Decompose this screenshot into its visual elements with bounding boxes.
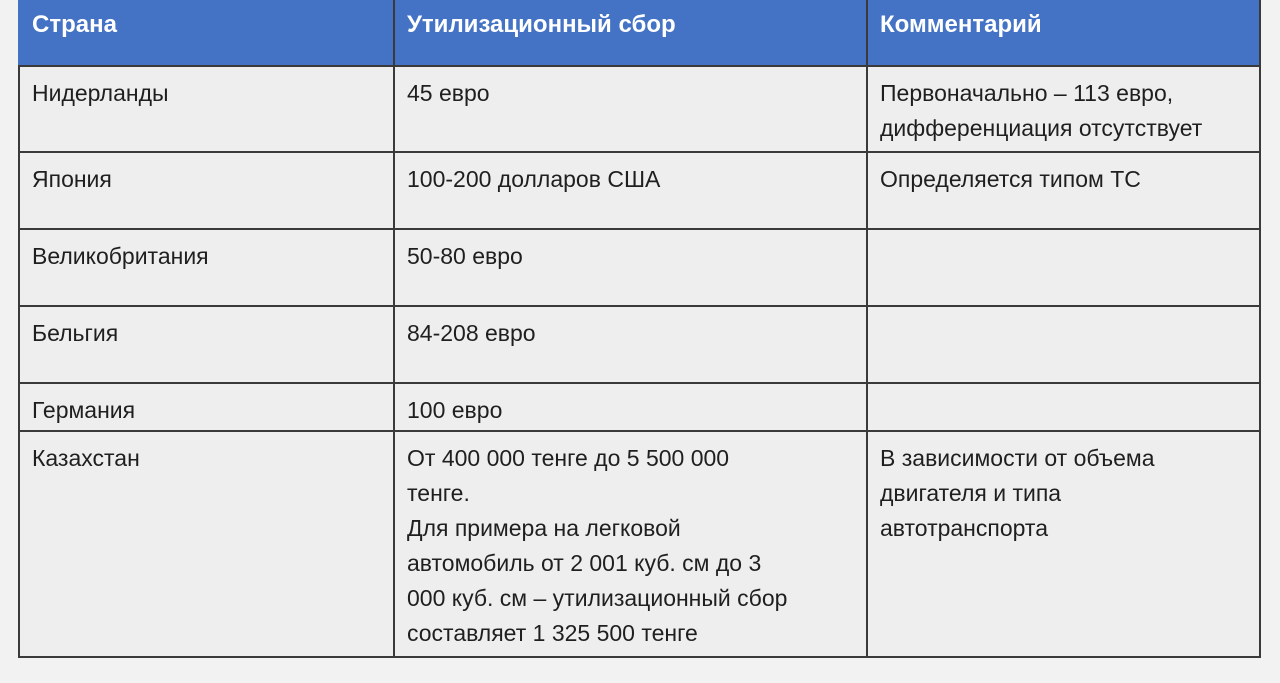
table-row bbox=[19, 152, 1260, 229]
cell-comment bbox=[867, 152, 1260, 229]
cell-fee: 84-208 евро bbox=[394, 306, 867, 383]
cell-comment bbox=[867, 431, 1260, 657]
fee-line: От 400 000 тенге до 5 500 000 bbox=[407, 445, 730, 471]
cell-fee: 100 евро bbox=[394, 383, 867, 431]
fee-line: 000 куб. см – утилизационный сбор bbox=[407, 585, 788, 611]
table-row bbox=[19, 431, 1260, 657]
fee-line: составляет 1 325 500 тенге bbox=[407, 620, 698, 646]
table-header bbox=[19, 0, 1260, 66]
table-row bbox=[19, 66, 1260, 152]
comment-line: Определяется типом ТС bbox=[880, 166, 1141, 192]
comment-line: В зависимости от объема bbox=[880, 445, 1155, 471]
table-body bbox=[19, 66, 1260, 657]
cell-fee: 50-80 евро bbox=[394, 229, 867, 306]
cell-country: Бельгия bbox=[19, 306, 394, 383]
header-country: Страна bbox=[19, 0, 394, 66]
comment-line: автотранспорта bbox=[880, 515, 1048, 541]
cell-country: Казахстан bbox=[19, 431, 394, 657]
table-row bbox=[19, 383, 1260, 431]
cell-country: Великобритания bbox=[19, 229, 394, 306]
comment-line: Первоначально – 113 евро, bbox=[880, 80, 1174, 106]
cell-comment-empty bbox=[867, 383, 1260, 431]
cell-fee: 100-200 долларов США bbox=[394, 152, 867, 229]
table-row bbox=[19, 229, 1260, 306]
fee-line: автомобиль от 2 001 куб. см до 3 bbox=[407, 550, 762, 576]
header-row bbox=[19, 0, 1260, 66]
cell-fee bbox=[394, 431, 867, 657]
cell-comment bbox=[867, 66, 1260, 152]
cell-country: Нидерланды bbox=[19, 66, 394, 152]
cell-comment-empty bbox=[867, 229, 1260, 306]
comment-line: двигателя и типа bbox=[880, 480, 1062, 506]
cell-country: Япония bbox=[19, 152, 394, 229]
fee-line: Для примера на легковой bbox=[407, 515, 681, 541]
cell-comment-empty bbox=[867, 306, 1260, 383]
table-row bbox=[19, 306, 1260, 383]
header-fee: Утилизационный сбор bbox=[394, 0, 867, 66]
utilization-fee-table bbox=[18, 0, 1261, 658]
header-comment: Комментарий bbox=[867, 0, 1260, 66]
comment-line: дифференциация отсутствует bbox=[880, 115, 1203, 141]
cell-fee: 45 евро bbox=[394, 66, 867, 152]
cell-country: Германия bbox=[19, 383, 394, 431]
fee-line: тенге. bbox=[407, 480, 470, 506]
